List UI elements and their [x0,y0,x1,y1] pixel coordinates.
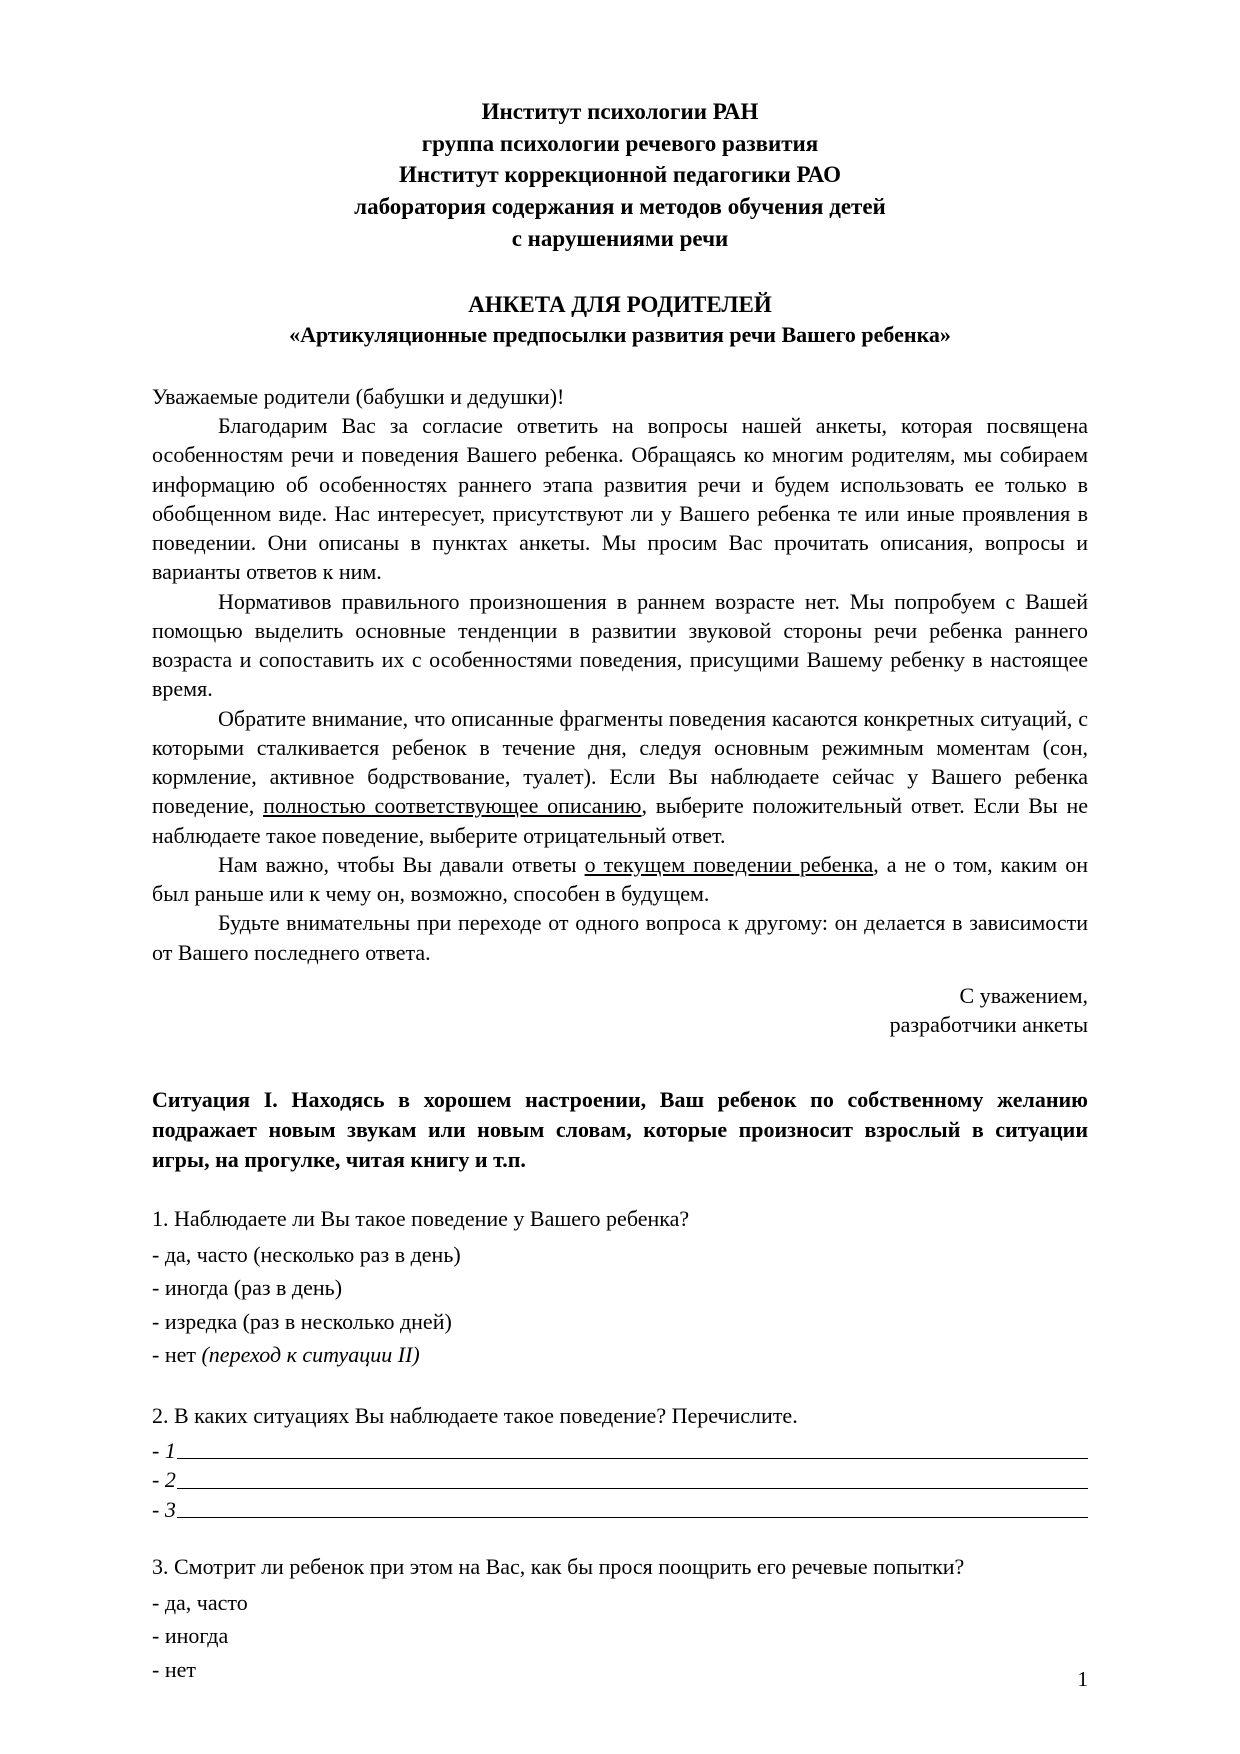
intro-paragraph-5: Будьте внимательны при переходе от одного вопроса к другому: он делается в зависимости от Вашего последнего ответа. [152,910,1088,965]
fill-in-answer-list [152,1435,1088,1524]
fill-in-marker-1: - 1 [152,1437,176,1463]
question-text-1: 1. Наблюдаете ли Вы такое поведение у Вашего ребенка? [152,1205,690,1231]
signature-block [152,981,1088,1040]
fill-in-rule-2[interactable] [177,1488,1088,1489]
fill-in-row-1[interactable] [152,1435,1088,1465]
option-label: - изредка (раз в несколько дней) [152,1308,452,1334]
question-block-2 [152,1402,1088,1523]
intro-paragraph-3 [152,704,1088,850]
intro-paragraph-4-emphasis: о текущем поведении ребенка [584,851,874,877]
option-3-3[interactable] [152,1653,1088,1687]
option-label: - нет [152,1656,196,1682]
intro-paragraph-1: Благодарим Вас за согласие ответить на вопросы нашей анкеты, которая посвящена особенностям речи и поведения Вашего ребенка. Обращаясь ко многим родителям, мы собираем информацию об особенностях раннего этапа развития речи и будем использовать ее только в обобщенном виде. Нас интересует, присутствуют ли у Вашего ребенка те или иные проявления в поведении. Они описаны в пунктах анкеты. Мы просим Вас прочитать описания, вопросы и варианты ответов к ним. [152,413,1088,585]
option-goto-note: (переход к ситуации II) [201,1342,420,1368]
option-1-2[interactable] [152,1271,1088,1305]
situation-label: Ситуация I. [152,1087,278,1113]
fill-in-marker-3: - 3 [152,1496,176,1522]
organization-header [152,96,1088,255]
intro-paragraph-3-part2: , выберите положительный ответ. Если Вы не наблюдаете такое поведение, выберите отрицательный ответ. [152,793,1089,848]
doc-title-text: АНКЕТА ДЛЯ РОДИТЕЛЕЙ [468,291,772,317]
situation-heading [152,1085,1088,1175]
signature-closing: С уважением, [959,982,1088,1008]
org-line-2: группа психологии речевого развития [421,130,819,156]
intro-section [152,382,1088,1040]
fill-in-rule-3[interactable] [177,1517,1088,1518]
option-3-1[interactable] [152,1586,1088,1620]
fill-in-row-3[interactable] [152,1494,1088,1524]
option-label: - нет [152,1342,202,1368]
situation-description: Находясь в хорошем настроении, Ваш ребенок по собственному желанию подражает новым звукам или новым словам, которые произносит взрослый в ситуации игры, на прогулке, читая книгу и т.п. [152,1087,1088,1173]
intro-paragraph-3-emphasis: полностью соответствующее описанию [263,793,642,819]
option-3-2[interactable] [152,1619,1088,1653]
signature-authors: разработчики анкеты [889,1012,1088,1038]
org-line-3: Институт коррекционной педагогики РАО [398,162,842,188]
intro-paragraph-4-part2: , а не о том, каким он был раньше или к чему он, возможно, способен в будущем. [152,851,1088,907]
question-block-3 [152,1553,1088,1686]
intro-paragraph-2: Нормативов правильного произношения в раннем возрасте нет. Мы попробуем с Вашей помощью выделить основные тенденции в развитии звуковой стороны речи ребенка раннего возраста и сопоставить их с особенностями поведения, присущими Вашему ребенку в настоящее время. [152,588,1088,702]
page-title [152,289,1088,321]
option-1-3[interactable] [152,1305,1088,1339]
option-label: - иногда [152,1623,229,1649]
intro-paragraph-3-part1: Обратите внимание, что описанные фрагменты поведения касаются конкретных ситуаций, с которыми сталкивается ребенок в течение дня, следуя основным режимным моментам (сон, кормление, активное бодрствование, туалет). Если Вы наблюдаете сейчас у Вашего ребенка поведение, [152,705,1088,819]
question-text-3: 3. Смотрит ли ребенок при этом на Вас, как бы прося поощрить его речевые попытки? [152,1554,965,1580]
intro-paragraph-4 [152,850,1088,909]
option-label: - иногда (раз в день) [152,1275,343,1301]
page-number: 1 [1077,1667,1088,1691]
fill-in-marker-2: - 2 [152,1467,176,1493]
question-text-2: 2. В каких ситуациях Вы наблюдаете такое поведение? Перечислите. [152,1402,798,1428]
document-subtitle: «Артикуляционные предпосылки развития речи Вашего ребенка» [289,322,951,348]
fill-in-rule-1[interactable] [177,1458,1088,1459]
org-line-4: лаборатория содержания и методов обучения детей [354,194,886,220]
option-label: - да, часто (несколько раз в день) [152,1241,461,1267]
option-1-1[interactable] [152,1238,1088,1272]
greeting-line: Уважаемые родители (бабушки и дедушки)! [152,383,565,409]
fill-in-row-2[interactable] [152,1464,1088,1494]
option-1-4[interactable] [152,1338,1088,1372]
document-content [152,96,1088,1686]
option-label: - да, часто [152,1589,248,1615]
org-line-5: с нарушениями речи [511,225,729,251]
question-block-1 [152,1205,1088,1372]
org-line-1: Институт психологии РАН [481,99,759,124]
intro-paragraph-4-part1: Нам важно, чтобы Вы давали ответы [218,851,585,877]
